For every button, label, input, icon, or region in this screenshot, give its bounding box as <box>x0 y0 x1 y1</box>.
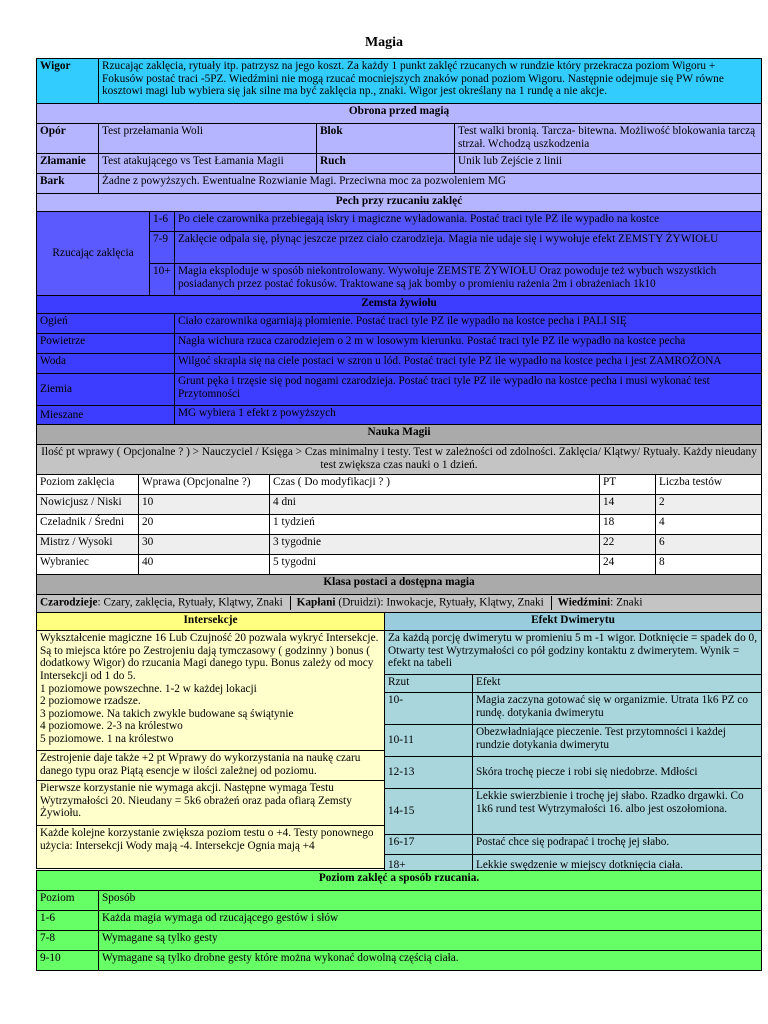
zemsta-text-4: Grunt pęka i trzęsie się pod nogami czarodzieja. Postać traci tyle PZ ile wypadło na kostce pecha i musi wykonać test Przytomności <box>175 374 762 406</box>
zemsta-text-5: MG wybiera 1 efekt z powyższych <box>175 406 762 426</box>
nauka-cell: 2 <box>656 495 762 515</box>
table-row <box>385 835 762 855</box>
dwimeryt-text: Obezwładniające pieczenie. Test przytomności i każdej rundzie dotykania dwimerytu <box>473 725 762 757</box>
dwimeryt-intro: Za każdą porcję dwimerytu w promieniu 5 m -1 wigor. Dotknięcie = spadek do 0, Otwarty test Wytrzymałości co pół godziny kontaktu z dwimerytem. Wynik = efekt na tabeli <box>385 631 762 675</box>
zemsta-text-2: Nagła wichura rzuca czarodziejem o 2 m w losowym kierunku. Postać traci tyle PZ ile wypadło na kostce pecha <box>175 334 762 354</box>
nauka-col-3: Czas ( Do modyfikacji ? ) <box>270 475 600 495</box>
poziom-header: Poziom zaklęć a sposób rzucania. <box>37 871 762 891</box>
table-row <box>37 495 762 515</box>
kaplani-text: (Druidzi): Inwokacje, Rytuały, Klątwy, Znaki <box>335 596 544 609</box>
obrona-header-row <box>37 104 762 124</box>
table-row <box>37 931 762 951</box>
poziom-text: Wymagane są tylko gesty <box>99 931 762 951</box>
dwimeryt-header: Efekt Dwimerytu <box>385 613 762 631</box>
intersekcje-block-4: Każde kolejne korzystanie zwiększa poziom testu o +4. Testy ponownego użycia: Intersekcji Wody mają -4. Intersekcje Ognia mają +4 <box>37 826 385 869</box>
wigor-label: Wigor <box>37 59 99 104</box>
nauka-header: Nauka Magii <box>37 425 762 445</box>
zemsta-label-5: Mieszane <box>37 406 175 426</box>
poziom-text: Każda magia wymaga od rzucającego gestów i słów <box>99 911 762 931</box>
poziom-columns-row <box>37 891 762 911</box>
nauka-cell: 5 tygodni <box>270 555 600 575</box>
zemsta-text-3: Wilgoć skrapla się na ciele postaci w szron u lód. Postać traci tyle PZ ile wypadło na kostce pecha i jest ZAMROŻONA <box>175 354 762 374</box>
zemsta-label-2: Powietrze <box>37 334 175 354</box>
zemsta-header-row <box>37 296 762 314</box>
nauka-cell: 6 <box>656 535 762 555</box>
opor-label: Opór <box>37 124 99 154</box>
opor-text: Test przełamania Woli <box>99 124 317 154</box>
klasa-header: Klasa postaci a dostępna magia <box>37 575 762 595</box>
zemsta-text-1: Ciało czarownika ogarniają płomienie. Postać traci tyle PZ ile wypadło na kostce pecha i PALI SIĘ <box>175 314 762 334</box>
poziom-table <box>36 870 762 971</box>
pech-text-3: Magia eksploduje w sposób niekontrolowany. Wywołuje ZEMSTE ŻYWIOŁU Oraz powoduje też wybuch wszystkich posiadanych przez postać fokusów. Traktowane są jak bomby o promieniu rażenia 2m i obrażeniach 1k10 <box>175 264 762 296</box>
nauka-cell: Nowicjusz / Niski <box>37 495 139 515</box>
bark-label: Bark <box>37 174 99 194</box>
nauka-cell: 8 <box>656 555 762 575</box>
obrona-row-bark <box>37 174 762 194</box>
czarodzieje-label: Czarodzieje <box>40 596 98 609</box>
nauka-cell: Mistrz / Wysoki <box>37 535 139 555</box>
czarodzieje-text: : Czary, zaklęcia, Rytuały, Klątwy, Znaki <box>97 596 283 609</box>
dwimeryt-col-rzut: Rzut <box>385 675 473 693</box>
table-row <box>37 911 762 931</box>
intersekcje-header-row <box>37 613 385 631</box>
kaplani-label: Kapłani <box>296 596 336 609</box>
nauka-cell: Wybraniec <box>37 555 139 575</box>
nauka-intro-row <box>37 445 762 475</box>
wigor-text: Rzucając zaklęcia, rytuały itp. patrzysz na jego koszt. Za każdy 1 punkt zaklęć rzucanych w rundzie który przekracza poziom Wigoru + Fokusów postać traci -5PZ. Wiedźmini nie mogą rzucać mocniejszych znaków ponad poziom Wigoru. Następnie odejmuje się PW równe kosztowi magi lub wybiera się jak silne ma być zaklęcia np., znaki. Wigor jest określany na 1 rundę a nie akcje. <box>99 59 762 104</box>
nauka-cell: 22 <box>600 535 656 555</box>
poziom-level: 7-8 <box>37 931 99 951</box>
pech-text-1: Po ciele czarownika przebiegają iskry i magiczne wyładowania. Postać traci tyle PZ ile wypadło na kostce <box>175 212 762 232</box>
poziom-col-poziom: Poziom <box>37 891 99 911</box>
poziom-text: Wymagane są tylko drobne gesty które można wykonać dowolną częścią ciała. <box>99 951 762 971</box>
pech-header-row <box>37 194 762 212</box>
dwimeryt-columns-row <box>385 675 762 693</box>
table-row <box>37 515 762 535</box>
pech-header: Pech przy rzucaniu zaklęć <box>37 194 762 212</box>
nauka-table <box>36 424 762 615</box>
nauka-cell: 30 <box>139 535 270 555</box>
pech-roll-3: 10+ <box>150 264 175 296</box>
intersekcje-block-1: Wykształcenie magiczne 16 Lub Czujność 20 pozwala wykryć Intersekcje. Są to miejsca które po Zestrojeniu dają tymczasowy ( godzinny ) bonus ( dodatkowy Wigor) do rzucania Magi danego typu. Bonus zależy od mocy Intersekcji od 1 do 5. 1 poziomowe powszechne. 1-2 w każdej lokacji 2 poziomowe rzadsze. 3 poziomowe. Na takich zwykle budowane są świątynie 4 poziomowe. 2-3 na królestwo 5 poziomowe. 1 na królestwo <box>37 631 385 751</box>
nauka-columns-row <box>37 475 762 495</box>
nauka-cell: 40 <box>139 555 270 575</box>
intersekcje-header: Intersekcje <box>37 613 385 631</box>
dwimeryt-roll: 10- <box>385 693 473 725</box>
nauka-cell: 1 tydzień <box>270 515 600 535</box>
poziom-level: 1-6 <box>37 911 99 931</box>
table-row <box>37 555 762 575</box>
intersekcje-block-3: Pierwsze korzystanie nie wymaga akcji. Następne wymaga Testu Wytrzymałości 20. Nieudany = 5k6 obrażeń oraz pada ofiarą Zemsty Żywiołu. <box>37 781 385 826</box>
dwimeryt-text: Lekkie swierzbienie i trochę jej słabo. Rzadko drgawki. Co 1k6 rund test Wytrzymałości 16. albo jest oszołomiona. <box>473 789 762 835</box>
nauka-header-row <box>37 425 762 445</box>
obrona-header: Obrona przed magią <box>37 104 762 124</box>
dwimeryt-roll: 12-13 <box>385 757 473 789</box>
pech-zemsta-table <box>36 193 762 426</box>
wigor-row <box>37 59 762 104</box>
obrona-row-zlamanie <box>37 154 762 174</box>
table-row <box>385 693 762 725</box>
dwimeryt-text: Magia zaczyna gotować się w organizmie. Utrata 1k6 PZ co rundę. dotykania dwimerytu <box>473 693 762 725</box>
pech-text-2: Zaklęcie odpala się, płynąc jeszcze przez ciało czarodzieja. Magia nie udaje się i wywołuje efekt ZEMSTY ŻYWIOŁU <box>175 232 762 264</box>
blok-text: Test walki bronią. Tarcza- bitewna. Możliwość blokowania tarczą strzał. Wchodzą uszkodzenia <box>455 124 762 154</box>
nauka-cell: 3 tygodnie <box>270 535 600 555</box>
dwimeryt-roll: 10-11 <box>385 725 473 757</box>
intersekcje-block <box>37 631 385 751</box>
dwimeryt-intro-row <box>385 631 762 675</box>
zemsta-row <box>37 406 762 426</box>
zemsta-header: Zemsta żywiołu <box>37 296 762 314</box>
pech-roll-2: 7-9 <box>150 232 175 264</box>
dwimeryt-roll: 14-15 <box>385 789 473 835</box>
table-row <box>385 757 762 789</box>
table-row <box>385 789 762 835</box>
dwimeryt-col-efekt: Efekt <box>473 675 762 693</box>
dwimeryt-header-row <box>385 613 762 631</box>
nauka-cell: 14 <box>600 495 656 515</box>
nauka-col-5: Liczba testów <box>656 475 762 495</box>
wiedzmini-label: Wiedźmini <box>557 596 611 609</box>
wigor-obrona-table <box>36 58 762 194</box>
nauka-cell: 18 <box>600 515 656 535</box>
bark-text: Żadne z powyższych. Ewentualne Rozwianie Magi. Przeciwna moc za pozwoleniem MG <box>99 174 762 194</box>
zemsta-label-4: Ziemia <box>37 374 175 406</box>
zemsta-row <box>37 354 762 374</box>
table-row <box>37 535 762 555</box>
table-row <box>385 725 762 757</box>
ruch-text: Unik lub Zejście z linii <box>455 154 762 174</box>
zemsta-row <box>37 314 762 334</box>
nauka-cell: 4 <box>656 515 762 535</box>
intersekcje-block <box>37 751 385 781</box>
wiedzmini-text: : Znaki <box>610 596 643 609</box>
blok-label: Blok <box>317 124 455 154</box>
zemsta-label-3: Woda <box>37 354 175 374</box>
zemsta-label-1: Ogień <box>37 314 175 334</box>
nauka-intro: Ilość pt wprawy ( Opcjonalne ? ) > Nauczyciel / Księga > Czas minimalny i testy. Test w zależności od zdolności. Zaklęcia/ Klątwy/ Rytuały. Każdy nieudany test zwiększa czas nauki o 1 dzień. <box>37 445 762 475</box>
nauka-cell: 24 <box>600 555 656 575</box>
zlamanie-label: Złamanie <box>37 154 99 174</box>
poziom-col-sposob: Sposób <box>99 891 762 911</box>
zemsta-row <box>37 334 762 354</box>
nauka-col-1: Poziom zaklęcia <box>37 475 139 495</box>
zemsta-row <box>37 374 762 406</box>
intersekcje-block-2: Zestrojenie daje także +2 pt Wprawy do wykorzystania na naukę czaru danego typu oraz Piątą esencje w ilości zależnej od poziomu. <box>37 751 385 781</box>
dwimeryt-roll: 18+ <box>385 855 473 877</box>
dwimeryt-text: Skóra trochę piecze i robi się niedobrze. Mdłości <box>473 757 762 789</box>
nauka-cell: 20 <box>139 515 270 535</box>
poziom-header-row <box>37 871 762 891</box>
nauka-cell: 4 dni <box>270 495 600 515</box>
pech-roll-1: 1-6 <box>150 212 175 232</box>
table-row <box>37 951 762 971</box>
dwimeryt-text: Lekkie swędzenie w miejscy dotknięcia ciała. <box>473 855 762 877</box>
nauka-col-2: Wprawa (Opcjonalne ?) <box>139 475 270 495</box>
nauka-cell: Czeladnik / Średni <box>37 515 139 535</box>
dwimeryt-roll: 16-17 <box>385 835 473 855</box>
dwimeryt-table <box>384 612 762 877</box>
nauka-cell: 10 <box>139 495 270 515</box>
page-title: Magia <box>364 35 404 50</box>
ruch-label: Ruch <box>317 154 455 174</box>
zlamanie-text: Test atakującego vs Test Łamania Magii <box>99 154 317 174</box>
nauka-col-4: PT <box>600 475 656 495</box>
poziom-level: 9-10 <box>37 951 99 971</box>
pech-row <box>37 212 762 232</box>
dwimeryt-text: Postać chce się podrapać i trochę jej słabo. <box>473 835 762 855</box>
intersekcje-block <box>37 781 385 826</box>
intersekcje-block <box>37 826 385 869</box>
pech-row-label: Rzucając zaklęcia <box>37 212 150 296</box>
intersekcje-table <box>36 612 385 869</box>
klasa-header-row <box>37 575 762 595</box>
obrona-row-opor <box>37 124 762 154</box>
